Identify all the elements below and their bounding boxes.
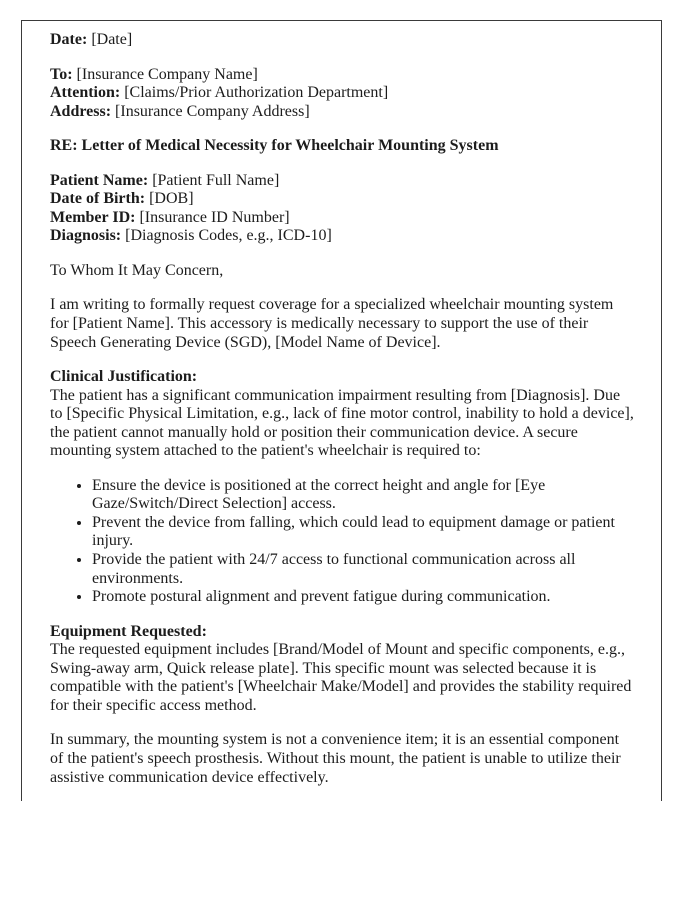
to-label: To: (50, 65, 73, 83)
clinical-justification-section (50, 368, 635, 461)
patient-info-block (50, 172, 635, 246)
summary-paragraph: In summary, the mounting system is not a convenience item; it is an essential component of the patient's speech prosthesis. Without this mount, the patient is unable to utilize their assistive communication device effectively. (50, 731, 621, 786)
to-value: [Insurance Company Name] (76, 65, 258, 83)
justification-bullet-list (50, 477, 635, 607)
diagnosis-line (50, 227, 635, 246)
dob-label: Date of Birth: (50, 190, 146, 208)
member-id-value: [Insurance ID Number] (139, 208, 290, 226)
to-line (50, 66, 635, 85)
member-id-label: Member ID: (50, 208, 136, 226)
date-line (50, 31, 635, 50)
diagnosis-label: Diagnosis: (50, 227, 122, 245)
attention-value: [Claims/Prior Authorization Department] (124, 84, 389, 102)
date-label: Date: (50, 31, 88, 48)
member-id-line (50, 209, 635, 228)
intro-paragraph: I am writing to formally request coverage for a specialized wheelchair mounting system for [Patient Name]. This accessory is medically necessary to support the use of their Speech Generating Device (SGD), [Model Name of Device]. (50, 296, 614, 351)
equipment-requested-heading: Equipment Requested: (50, 622, 207, 640)
address-line (50, 103, 635, 122)
patient-name-line (50, 172, 635, 191)
attention-line (50, 84, 635, 103)
address-label: Address: (50, 102, 112, 120)
letter-page (21, 20, 662, 801)
patient-name-value: [Patient Full Name] (152, 171, 280, 189)
equipment-requested-section (50, 623, 635, 716)
patient-name-label: Patient Name: (50, 171, 149, 189)
clinical-justification-body: The patient has a significant communication impairment resulting from [Diagnosis]. Due to [Specific Physical Limitation, e.g., lack of fine motor control, inability to hold a device], the patient cannot manually hold or position their communication device. A secure mounting system attached to the patient's wheelchair is required to: (50, 386, 634, 460)
subject-line: RE: Letter of Medical Necessity for Wheelchair Mounting System (50, 137, 499, 155)
bullet-item: • Promote postural alignment and prevent fatigue during communication. (92, 588, 635, 607)
bullet-item: • Provide the patient with 24/7 access to functional communication across all environments. (92, 551, 635, 588)
diagnosis-value: [Diagnosis Codes, e.g., ICD-10] (125, 227, 332, 245)
clinical-justification-heading: Clinical Justification: (50, 368, 198, 386)
address-value: [Insurance Company Address] (115, 102, 310, 120)
recipient-block (50, 66, 635, 122)
dob-line (50, 190, 635, 209)
salutation-line: To Whom It May Concern, (50, 261, 224, 279)
attention-label: Attention: (50, 84, 121, 102)
bullet-item: • Prevent the device from falling, which could lead to equipment damage or patient injury. (92, 514, 635, 551)
bullet-item: • Ensure the device is positioned at the correct height and angle for [Eye Gaze/Switch/Direct Selection] access. (92, 477, 635, 514)
equipment-requested-body: The requested equipment includes [Brand/Model of Mount and specific components, e.g., Swing-away arm, Quick release plate]. This specific mount was selected because it is compatible with the patient's [Wheelchair Make/Model] and provides the stability required for their specific access method. (50, 641, 632, 714)
date-value: [Date] (91, 31, 133, 48)
dob-value: [DOB] (149, 190, 194, 208)
